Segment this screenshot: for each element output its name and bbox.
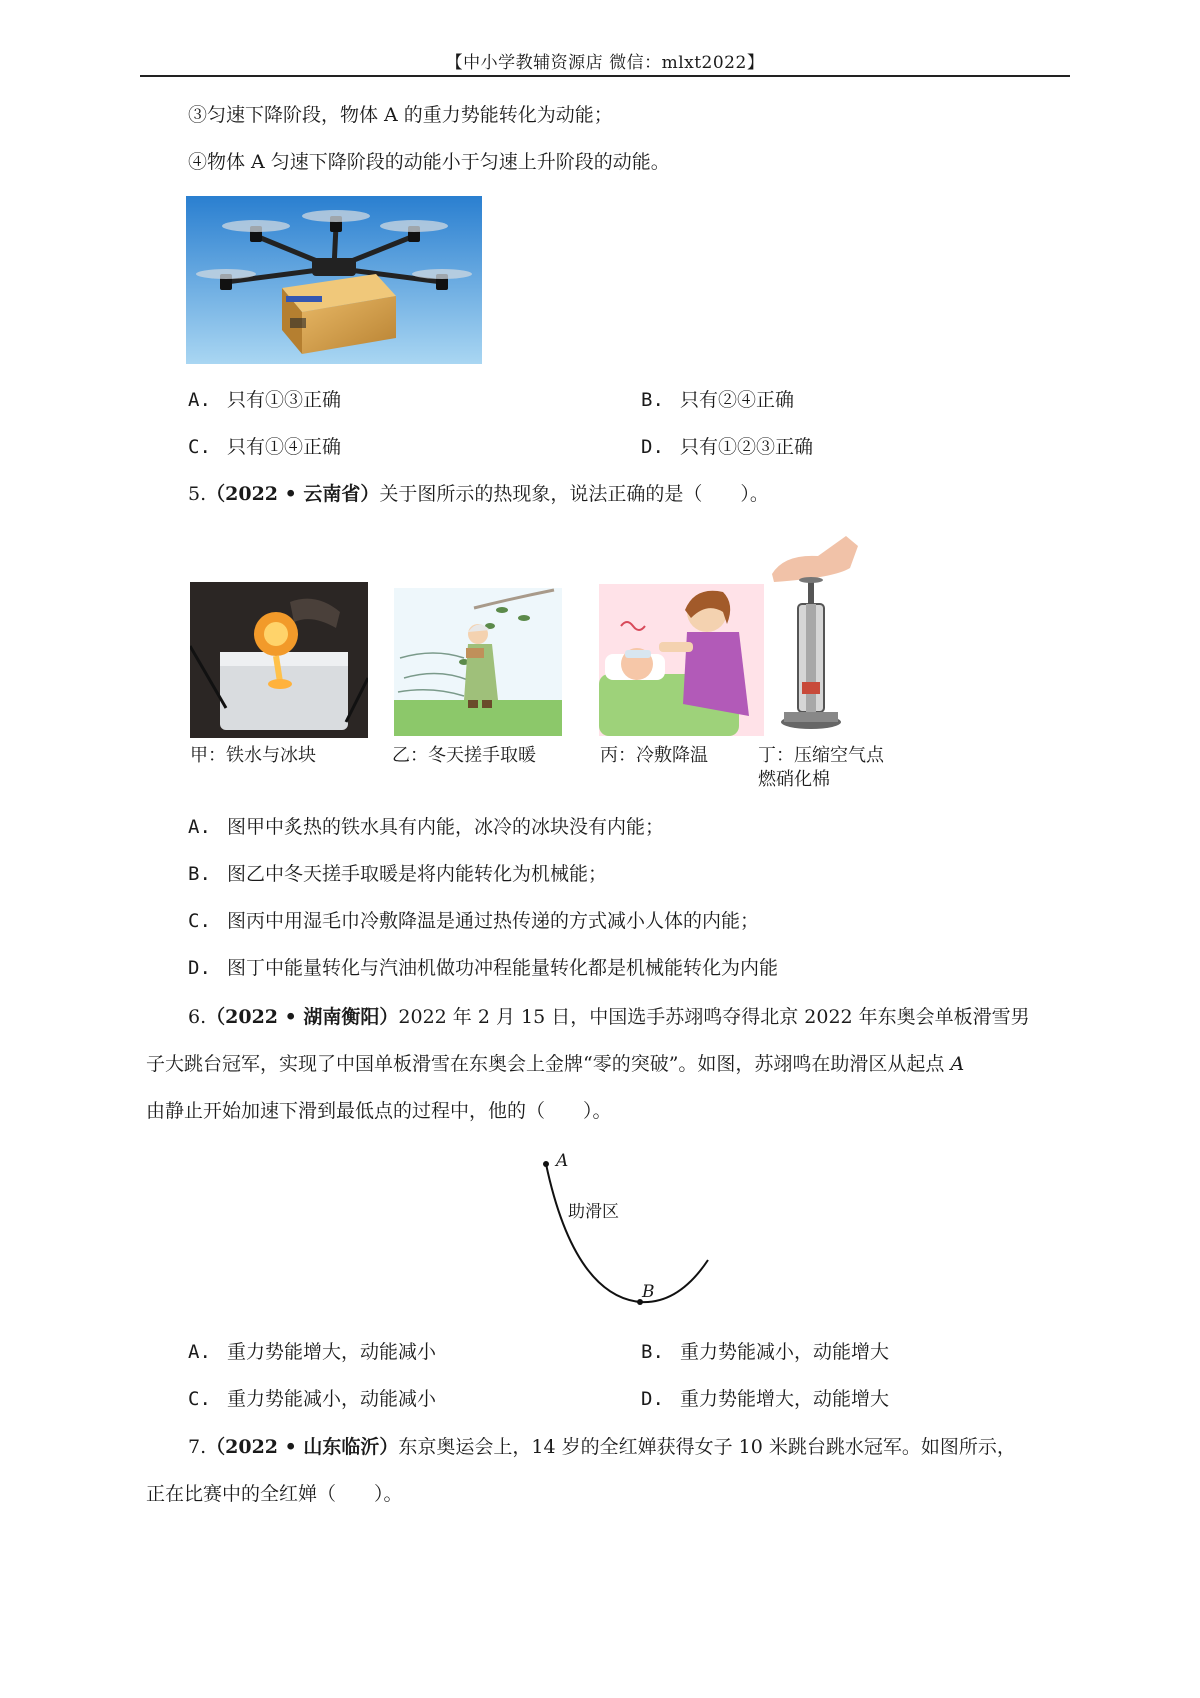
ramp-region-label: 助滑区 xyxy=(568,1202,619,1222)
q6-stem-line2: 子大跳台冠军，实现了中国单板滑雪在东奥会上金牌“零的突破”。如图，苏翊鸣在助滑区从起点 A xyxy=(146,1053,965,1075)
point-a-dot xyxy=(543,1161,549,1167)
caption-bing: 丙：冷敷降温 xyxy=(600,745,708,766)
q5-option-b[interactable]: B. 图乙中冬天搓手取暖是将内能转化为机械能； xyxy=(188,863,607,885)
caption-jia: 甲：铁水与冰块 xyxy=(190,745,316,766)
caption-ding-line1: 丁：压缩空气点 xyxy=(758,745,884,766)
q5-option-d[interactable]: D. 图丁中能量转化与汽油机做功冲程能量转化都是机械能转化为内能 xyxy=(188,957,778,979)
q6-stem-line3: 由静止开始加速下滑到最低点的过程中，他的（ ）。 xyxy=(146,1100,612,1122)
point-b-label: B xyxy=(642,1282,655,1302)
q6-option-b[interactable]: B. 重力势能减小，动能增大 xyxy=(641,1341,889,1363)
figure-yi-rubbing-hands xyxy=(394,588,562,736)
q4-option-c[interactable]: C. 只有①④正确 xyxy=(188,436,341,458)
figure-ding-fire-piston xyxy=(764,532,860,736)
q7-stem-line1: 7.（2022 • 山东临沂）东京奥运会上，14 岁的全红婵获得女子 10 米跳台跳水冠军。如图所示， xyxy=(188,1436,1016,1458)
q7-stem-line2: 正在比赛中的全红婵（ ）。 xyxy=(146,1483,403,1505)
point-a-label: A xyxy=(556,1151,569,1171)
page-header: 【中小学教辅资源店 微信：mlxt2022】 xyxy=(445,53,765,73)
figure-jia-molten-iron xyxy=(190,582,368,738)
ramp-curve xyxy=(546,1164,708,1302)
q4-option-a[interactable]: A. 只有①③正确 xyxy=(188,389,341,411)
q6-stem-line1: 6.（2022 • 湖南衡阳）2022 年 2 月 15 日，中国选手苏翊鸣夺得北京 2022 年东奥会单板滑雪男 xyxy=(188,1006,1030,1028)
q5-stem: 5.（2022 • 云南省）关于图所示的热现象，说法正确的是（ ）。 xyxy=(188,483,769,505)
q6-option-c[interactable]: C. 重力势能减小，动能减小 xyxy=(188,1388,436,1410)
drone-image xyxy=(186,196,482,364)
q4-statement-3: ③匀速下降阶段，物体 A 的重力势能转化为动能； xyxy=(188,104,613,126)
q4-option-d[interactable]: D. 只有①②③正确 xyxy=(641,436,813,458)
q5-option-a[interactable]: A. 图甲中炙热的铁水具有内能，冰冷的冰块没有内能； xyxy=(188,816,664,838)
q5-option-c[interactable]: C. 图丙中用湿毛巾冷敷降温是通过热传递的方式减小人体的内能； xyxy=(188,910,759,932)
q4-statement-4: ④物体 A 匀速下降阶段的动能小于匀速上升阶段的动能。 xyxy=(188,151,670,173)
q4-option-b[interactable]: B. 只有②④正确 xyxy=(641,389,794,411)
q6-option-d[interactable]: D. 重力势能增大，动能增大 xyxy=(641,1388,889,1410)
caption-ding-line2: 燃硝化棉 xyxy=(758,769,830,790)
figure-bing-cold-compress xyxy=(599,584,775,736)
q6-option-a[interactable]: A. 重力势能增大，动能减小 xyxy=(188,1341,436,1363)
header-rule xyxy=(140,75,1070,77)
caption-yi: 乙：冬天搓手取暖 xyxy=(392,745,536,766)
